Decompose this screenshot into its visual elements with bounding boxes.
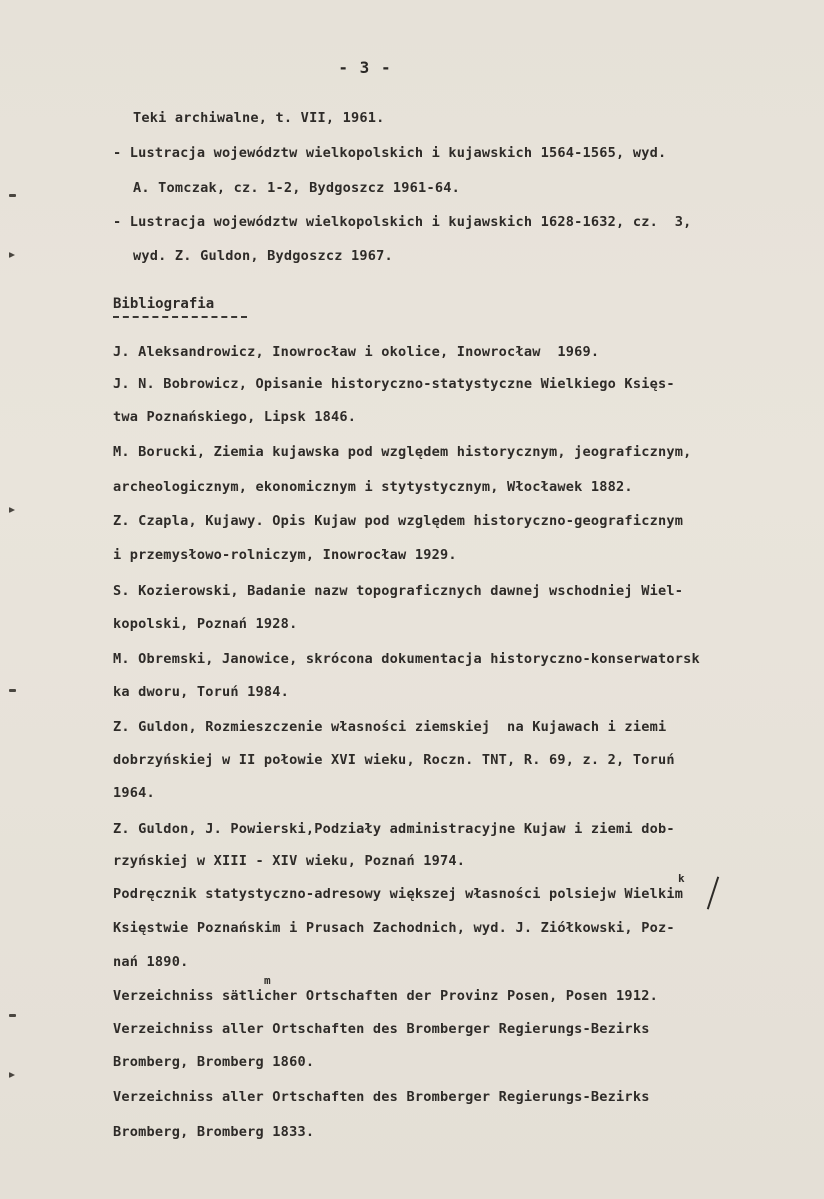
- bibliography-line: Bromberg, Bromberg 1833.: [113, 1124, 315, 1140]
- bibliography-line: Verzeichniss aller Ortschaften des Bromberger Regierungs-Bezirks: [113, 1021, 650, 1037]
- bibliography-line: Księstwie Poznańskim i Prusach Zachodnich, wyd. J. Ziółkowski, Poz-: [113, 920, 675, 936]
- bibliography-line: Bromberg, Bromberg 1860.: [113, 1054, 315, 1070]
- margin-mark: [9, 1072, 15, 1078]
- bibliography-line: nań 1890.: [113, 954, 189, 970]
- bibliography-line: Verzeichniss sätlicher Ortschaften der Provinz Posen, Posen 1912.: [113, 988, 658, 1004]
- bibliography-line: Z. Guldon, J. Powierski,Podziały administracyjne Kujaw i ziemi dob-: [113, 821, 675, 837]
- source-line: - Lustracja województw wielkopolskich i kujawskich 1564-1565, wyd.: [113, 145, 667, 161]
- bibliography-line: J. N. Bobrowicz, Opisanie historyczno-statystyczne Wielkiego Księs-: [113, 376, 675, 392]
- insertion-mark: m: [264, 974, 271, 987]
- correction-slash: [707, 877, 719, 910]
- margin-mark: [9, 507, 15, 513]
- bibliography-heading: Bibliografia: [113, 296, 215, 312]
- bibliography-line: M. Borucki, Ziemia kujawska pod względem historycznym, jeograficznym,: [113, 444, 692, 460]
- bibliography-line: 1964.: [113, 785, 155, 801]
- bibliography-line: M. Obremski, Janowice, skrócona dokumentacja historyczno-konserwatorsk: [113, 651, 700, 667]
- bibliography-line: S. Kozierowski, Badanie nazw topograficznych dawnej wschodniej Wiel-: [113, 583, 684, 599]
- bibliography-line: Z. Guldon, Rozmieszczenie własności ziemskiej na Kujawach i ziemi: [113, 719, 667, 735]
- bibliography-line: Verzeichniss aller Ortschaften des Bromberger Regierungs-Bezirks: [113, 1089, 650, 1105]
- bibliography-line: dobrzyńskiej w II połowie XVI wieku, Roczn. TNT, R. 69, z. 2, Toruń: [113, 752, 675, 768]
- bibliography-line: i przemysłowo-rolniczym, Inowrocław 1929.: [113, 547, 457, 563]
- page-number: - 3 -: [338, 58, 392, 77]
- bibliography-line: rzyńskiej w XIII - XIV wieku, Poznań 1974.: [113, 853, 466, 869]
- source-line: - Lustracja województw wielkopolskich i kujawskich 1628-1632, cz. 3,: [113, 214, 692, 230]
- margin-mark: [9, 252, 15, 258]
- bibliography-line: twa Poznańskiego, Lipsk 1846.: [113, 409, 357, 425]
- source-line: A. Tomczak, cz. 1-2, Bydgoszcz 1961-64.: [133, 180, 460, 196]
- bibliography-line: archeologicznym, ekonomicznym i stytystycznym, Włocławek 1882.: [113, 479, 633, 495]
- margin-mark: [9, 689, 16, 692]
- bibliography-line: Z. Czapla, Kujawy. Opis Kujaw pod względem historyczno-geograficznym: [113, 513, 684, 529]
- source-line: wyd. Z. Guldon, Bydgoszcz 1967.: [133, 248, 393, 264]
- source-line: Teki archiwalne, t. VII, 1961.: [133, 110, 385, 126]
- bibliography-line: Podręcznik statystyczno-adresowy większej własności polsiejw Wielkim: [113, 886, 684, 902]
- heading-underline: [113, 316, 247, 318]
- bibliography-line: J. Aleksandrowicz, Inowrocław i okolice, Inowrocław 1969.: [113, 344, 600, 360]
- bibliography-line: kopolski, Poznań 1928.: [113, 616, 298, 632]
- margin-mark: [9, 1014, 16, 1017]
- margin-mark: [9, 194, 16, 197]
- insertion-mark: k: [678, 872, 685, 885]
- bibliography-line: ka dworu, Toruń 1984.: [113, 684, 290, 700]
